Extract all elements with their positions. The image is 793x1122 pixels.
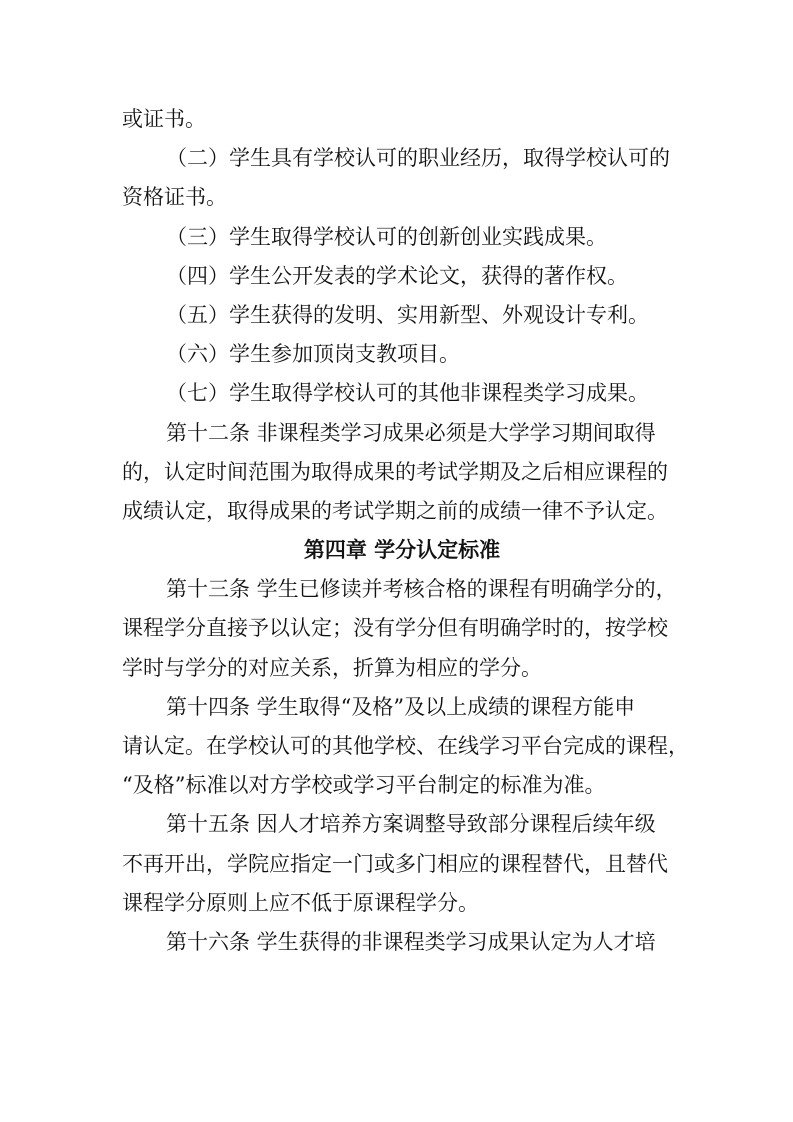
article-14-line: 第十四条 学生取得“及格”及以上成绩的课程方能申	[166, 694, 636, 719]
article-12-line: 第十二条 非课程类学习成果必须是大学学习期间取得	[166, 420, 656, 445]
text-line: （七）学生取得学校认可的其他非课程类学习成果。	[166, 381, 649, 406]
text-line: 资格证书。	[122, 185, 227, 210]
text-line: （三）学生取得学校认可的创新创业实践成果。	[166, 224, 607, 249]
text-line: （六）学生参加顶岗支教项目。	[166, 342, 460, 367]
text-line: （二）学生具有学校认可的职业经历，取得学校认可的	[166, 146, 670, 171]
text-line: 请认定。在学校认可的其他学校、在线学习平台完成的课程，	[122, 734, 689, 758]
text-line: 的，认定时间范围为取得成果的考试学期及之后相应课程的	[122, 459, 668, 484]
text-line: 课程学分直接予以认定；没有学分但有明确学时的，按学校	[122, 616, 668, 641]
text-line: 不再开出，学院应指定一门或多门相应的课程替代，且替代	[122, 851, 668, 876]
text-line: （五）学生获得的发明、实用新型、外观设计专利。	[166, 302, 649, 327]
text-line: “及格”标准以对方学校或学习平台制定的标准为准。	[122, 773, 606, 798]
text-line: 课程学分原则上应不低于原课程学分。	[122, 890, 479, 915]
text-line: 学时与学分的对应关系，折算为相应的学分。	[122, 655, 542, 680]
text-line: 或证书。	[122, 107, 206, 131]
article-15-line: 第十五条 因人才培养方案调整导致部分课程后续年级	[166, 812, 656, 837]
chapter-heading: 第四章 学分认定标准	[303, 538, 501, 563]
text-line: 成绩认定，取得成果的考试学期之前的成绩一律不予认定。	[122, 498, 668, 523]
document-body	[122, 100, 689, 962]
article-16-line: 第十六条 学生获得的非课程类学习成果认定为人才培	[166, 929, 656, 954]
text-line: （四）学生公开发表的学术论文，获得的著作权。	[166, 263, 628, 288]
article-13-line: 第十三条 学生已修读并考核合格的课程有明确学分的，	[166, 577, 677, 602]
